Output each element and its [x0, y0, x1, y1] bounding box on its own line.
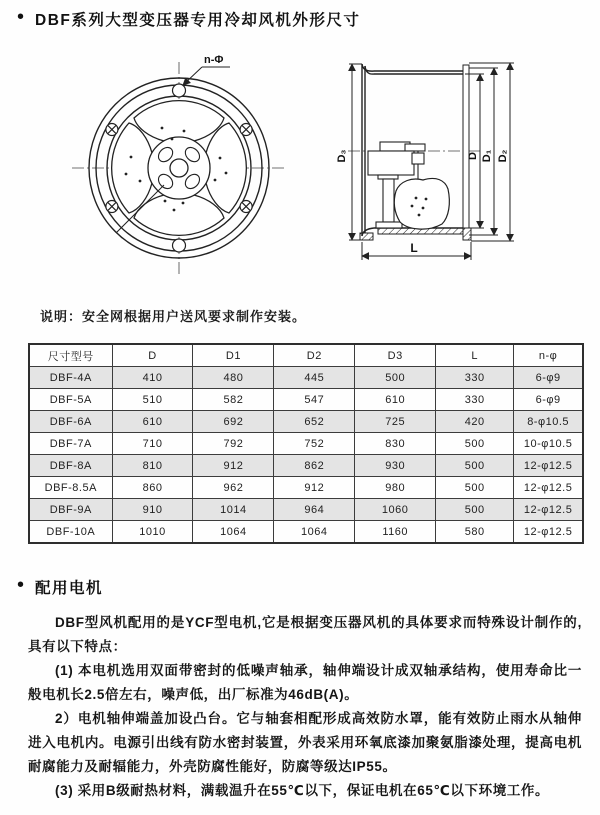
- motor-paragraph: DBF型风机配用的是YCF型电机,它是根据变压器风机的具体要求而特殊设计制作的,具有以下特点：: [28, 615, 582, 654]
- table-row: [29, 433, 583, 455]
- dim-d1-label: D₁: [481, 149, 493, 163]
- column-header: L: [436, 344, 514, 367]
- table-row: [29, 389, 583, 411]
- table-cell: 8-φ10.5: [514, 411, 583, 433]
- column-header: D3: [355, 344, 436, 367]
- bullet-icon: •: [17, 574, 25, 596]
- table-cell: 420: [436, 411, 514, 433]
- table-cell: 1064: [193, 521, 274, 544]
- table-cell: 710: [112, 433, 193, 455]
- table-cell: 792: [193, 433, 274, 455]
- table-cell: 912: [193, 455, 274, 477]
- table-cell: DBF-8.5A: [29, 477, 112, 499]
- table-cell: 480: [193, 367, 274, 389]
- table-cell: 500: [355, 367, 436, 389]
- hole-count-label: n-Φ: [204, 54, 224, 66]
- table-cell: 910: [112, 499, 193, 521]
- table-cell: DBF-7A: [29, 433, 112, 455]
- table-cell: 12-φ12.5: [514, 477, 583, 499]
- table-row: [29, 477, 583, 499]
- table-cell: 810: [112, 455, 193, 477]
- table-cell: 510: [112, 389, 193, 411]
- table-cell: 12-φ12.5: [514, 455, 583, 477]
- table-row: [29, 367, 583, 389]
- column-header: n-φ: [514, 344, 583, 367]
- table-cell: 500: [436, 433, 514, 455]
- table-row: [29, 499, 583, 521]
- table-cell: 10-φ10.5: [514, 433, 583, 455]
- table-row: [29, 455, 583, 477]
- table-cell: 6-φ9: [514, 389, 583, 411]
- column-header: D: [112, 344, 193, 367]
- table-cell: 1014: [193, 499, 274, 521]
- table-cell: 860: [112, 477, 193, 499]
- motor-paragraphs: [28, 611, 582, 803]
- motor-paragraph: 2）电机轴伸端盖加设凸台。它与轴套相配形成高效防水罩，能有效防止雨水从轴伸进入电机内。电源引出线有防水密封装置，外表采用环氧底漆加聚氨脂漆处理，提高电机耐腐能力及耐辐能力，外壳防腐性能好，防腐等级达IP55。: [28, 711, 582, 774]
- table-cell: 980: [355, 477, 436, 499]
- table-cell: 580: [436, 521, 514, 544]
- bullet-icon: •: [17, 6, 25, 28]
- table-cell: 930: [355, 455, 436, 477]
- table-cell: 1064: [274, 521, 355, 544]
- table-cell: 912: [274, 477, 355, 499]
- motor-section-heading-row: [17, 576, 103, 598]
- dim-d-label: D: [467, 152, 479, 160]
- dim-d2-label: D₂: [497, 149, 509, 163]
- table-cell: 547: [274, 389, 355, 411]
- table-cell: 830: [355, 433, 436, 455]
- table-cell: 1160: [355, 521, 436, 544]
- table-cell: 862: [274, 455, 355, 477]
- table-cell: 1010: [112, 521, 193, 544]
- spec-table-header-row: [29, 344, 583, 367]
- table-cell: 330: [436, 367, 514, 389]
- fan-front-view-drawing: [52, 50, 324, 298]
- fan-blade-side: [394, 178, 449, 229]
- column-header: D1: [193, 344, 274, 367]
- fan-hub: [148, 137, 210, 199]
- installation-note: 说明：安全网根据用户送风要求制作安装。: [40, 309, 307, 324]
- column-header: D2: [274, 344, 355, 367]
- spec-table-body: [29, 367, 583, 544]
- table-cell: DBF-8A: [29, 455, 112, 477]
- table-row: [29, 521, 583, 544]
- fan-side-view-drawing: [330, 52, 575, 287]
- dim-l-label: L: [410, 241, 418, 255]
- table-cell: 610: [355, 389, 436, 411]
- page-title-row: [17, 8, 360, 30]
- motor-section-heading: 配用电机: [35, 580, 104, 597]
- table-cell: 725: [355, 411, 436, 433]
- table-cell: DBF-9A: [29, 499, 112, 521]
- table-cell: DBF-6A: [29, 411, 112, 433]
- table-cell: DBF-10A: [29, 521, 112, 544]
- table-cell: 500: [436, 455, 514, 477]
- table-cell: 962: [193, 477, 274, 499]
- table-cell: 610: [112, 411, 193, 433]
- table-cell: DBF-4A: [29, 367, 112, 389]
- hole-count-callout: [183, 54, 230, 85]
- table-cell: DBF-5A: [29, 389, 112, 411]
- table-cell: 652: [274, 411, 355, 433]
- dimensions-table: [28, 343, 584, 544]
- table-cell: 500: [436, 477, 514, 499]
- table-cell: 330: [436, 389, 514, 411]
- table-cell: 445: [274, 367, 355, 389]
- table-cell: 692: [193, 411, 274, 433]
- table-cell: 12-φ12.5: [514, 499, 583, 521]
- motor-paragraph: (3) 采用B级耐热材料，满载温升在55℃以下，保证电机在65℃以下环境工作。: [55, 783, 550, 798]
- table-cell: 582: [193, 389, 274, 411]
- table-cell: 410: [112, 367, 193, 389]
- motor-paragraph: (1) 本电机选用双面带密封的低噪声轴承，轴伸端设计成双轴承结构，使用寿命比一般电机长2.5倍左右，噪声低，出厂标准为46dB(A)。: [28, 663, 582, 702]
- column-header: 尺寸型号: [29, 344, 112, 367]
- table-cell: 752: [274, 433, 355, 455]
- table-cell: 1060: [355, 499, 436, 521]
- dim-d3-label: D₃: [336, 149, 348, 163]
- page-title: DBF系列大型变压器专用冷却风机外形尺寸: [35, 12, 361, 29]
- table-cell: 964: [274, 499, 355, 521]
- table-cell: 500: [436, 499, 514, 521]
- table-cell: 12-φ12.5: [514, 521, 583, 544]
- table-cell: 6-φ9: [514, 367, 583, 389]
- table-row: [29, 411, 583, 433]
